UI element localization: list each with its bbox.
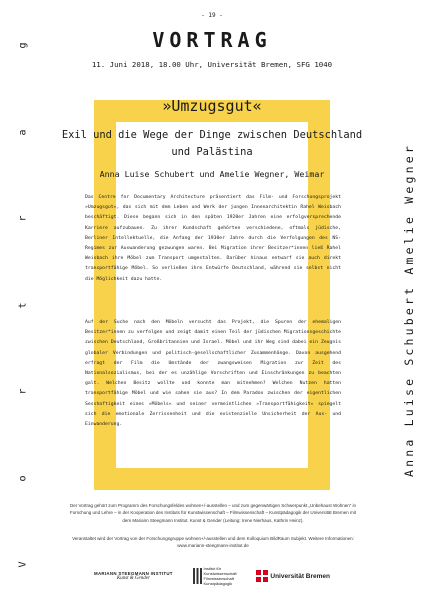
talk-title: »Umzugsgut« [162, 97, 262, 115]
side-text-left [16, 40, 30, 570]
ikfk-logo [193, 566, 237, 586]
side-text-right [396, 40, 422, 580]
page-number: - 19 - [201, 12, 223, 19]
side-letter: r [17, 388, 29, 395]
ikfk-line-4: Kunstpädagogik [203, 581, 233, 586]
footer-organizer-note: Veranstaltet wird der Vortrag von der Forschungsgruppe wohnen+/-ausstellen und dem Kolloquium BildRaum Subjekt. Weitere Informationen: www.mariann-steegmann-institut.de [72, 536, 354, 549]
ikfk-line-1: Institut für [203, 566, 222, 571]
talk-subtitle: Exil und die Wege der Dinge zwischen Deutschland und Palästina [61, 129, 363, 158]
body-paragraph-1: Das Centre for Documentary Architecture präsentiert das Film- und Forschungsprojekt »Umzugsgut«, das sich mit dem Leben und Werk der jungen Innenarchitektin Rahel Weisbach beschäftigt. Diese begann sich in den späten 1920er Jahren eine erfolgversprechende Karriere aufzubauen. Zu ihrer Kundschaft gehörten verschiedene, oftmals jüdische, Berliner Intellektuelle, die Anfang der 1930er Jahre durch die Verfolgungen des NS-Regimes zur Auswanderung gezwungen waren. Bei Migration ihrer Besitzer*innen ließ Rahel Weisbach ihre Möbel zum Transport umgestalten. Darüber hinaus entwarf sie auch direkt transportfähige Möbel. So verließen ihre Entwürfe Deutschland, während sie selbst nicht die Möglichkeit dazu hatte. [85, 195, 341, 282]
side-letter: o [17, 474, 29, 482]
ikfk-line-3: Filmwissenschaft [203, 576, 234, 581]
logo-row [94, 563, 330, 589]
msi-logo-sub: Kunst & Gender [116, 576, 150, 581]
side-letter: a [17, 128, 29, 136]
side-letter: r [17, 215, 29, 222]
side-authors-text: Anna Luise Schubert Amelie Wegner [402, 142, 416, 478]
uni-bremen-mark-icon [256, 570, 268, 582]
msi-logo-name: MARIANN STEEGMANN INSTITUT [94, 571, 173, 576]
event-dateline: 11. Juni 2018, 18.00 Uhr, Universität Bremen, SFG 1040 [91, 60, 333, 69]
uni-bremen-logo [256, 570, 330, 582]
uni-bremen-name: Universität Bremen [270, 572, 330, 580]
body-paragraph-2: Auf der Suche nach den Möbeln versucht das Projekt, die Spuren der ehemaligen Besitzer*innen zu verfolgen und zeigt damit einen Teil der jüdischen Migrationsgeschichte zwischen Deutschland, Großbritannien und Israel. Möbel und ihr Weg sind dabei ein Zeugnis globaler Verbindungen und politisch-gesellschaftlicher Zusammenhänge. Davon ausgehend erfragt der Film die Umstände der zwangsweisen Migration zur Zeit des Nationalsozialismus, bei der es unzählige Vorschriften und Einschränkungen zu beachten galt. Welchen Besitz wollte und konnte man mitnehmen? Welchen Nutzen hatten transportfähige Möbel und wie sahen sie aus? In dem Paradox zwischen der eigentlichen Sesshaftigkeit eines »Möbels« und seiner vermeintlichen »Transportfähigkeit« spiegelt sich die emotionale Zerrissenheit und die existenzielle Unsicherheit der Aus- und Einwanderung. [85, 320, 341, 428]
ikfk-mark-icon [193, 568, 202, 584]
side-letter: V [17, 561, 29, 568]
ikfk-line-2: Kunstwissenschaft [203, 571, 237, 576]
msi-logo [94, 571, 173, 581]
side-letter: t [17, 301, 29, 309]
talk-authors: Anna Luise Schubert und Amelie Wegner, Weimar [99, 169, 325, 179]
footer-program-note: Der Vortrag gehört zum Programm des Forschungsfeldes wohnen+/-ausstellen – und zum gegenwärtigen Schwerpunkt „Unbehaust Wohnen“ in Forschung und Lehre – in der Kooperation des Instituts für Kunstwissenschaft – Filmwissenschaft – Kunstpädagogik der Universität Bremen mit dem Mariann Steegmann Institut. Kunst & Gender (Leitung: Irene Nierhaus, Kathrin Heinz). [70, 503, 356, 523]
event-kicker: VORTRAG [152, 28, 272, 52]
side-letter: g [17, 42, 29, 49]
